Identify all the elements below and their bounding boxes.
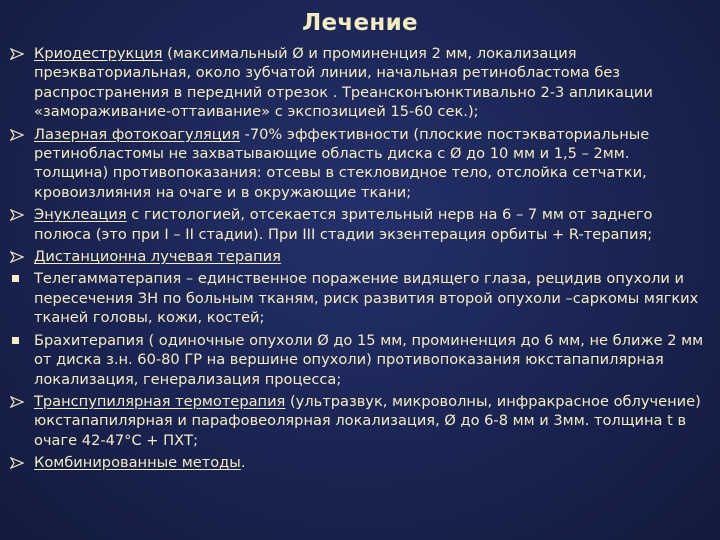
- list-item: [8, 331, 708, 389]
- treatment-term: Энуклеация: [34, 206, 127, 224]
- treatment-term: Транспупилярная термотерапия: [34, 392, 286, 410]
- list-item: [8, 269, 708, 327]
- treatment-term: Комбинированные методы: [34, 454, 241, 472]
- arrow-icon: [10, 396, 24, 408]
- arrow-icon: [10, 129, 24, 141]
- treatment-term: Лазерная фотокоагуляция: [34, 125, 240, 143]
- treatment-description: -70% эффективности (плоские постэкваториальные ретинобластомы не захватывающие область диска с Ø до 10 мм и 1,5 – 2мм. толщина) противопоказания: отсевы в стекловидное тело, отслойка сетчатки, кровоизлияния на очаге и в окружающие ткани;: [34, 125, 650, 201]
- treatment-description: .: [240, 454, 246, 472]
- treatment-description: (максимальный Ø и проминенция 2 мм, локализация преэкваториальная, около зубчатой линии, начальная ретинобластома без распространения в передний отрезок . Треансконъюнктивально 2-3 апликации «замораживание-оттаивание» с экспозицией 15-60 сек.);: [34, 45, 653, 121]
- treatment-description: Брахитерапия ( одиночные опухоли Ø до 15 мм, проминенция до 6 мм, не ближе 2 мм от диска з.н. 60-80 ГР на вершине опухоли) противопоказания юкстапапилярная локализация, генерализация процесса;: [34, 331, 704, 388]
- arrow-icon: [10, 251, 24, 263]
- arrow-icon: [10, 48, 24, 60]
- slide-title: Лечение: [302, 10, 418, 36]
- treatment-description: с гистологией, отсекается зрительный нерв на 6 – 7 мм от заднего полюса (это при I – II стадии). При III стадии экзентерация орбиты + R-терапия;: [34, 206, 653, 243]
- treatment-description: Телегамматерапия – единственное поражение видящего глаза, рецидив опухоли и пересечения ЗН по больным тканям, риск развития второй опухоли –саркомы мягких тканей головы, кожи, костей;: [34, 270, 699, 327]
- arrow-icon: [10, 209, 24, 221]
- treatment-description: (ультразвук, микроволны, инфракрасное облучение) юкстапапилярная и парафовеолярная локализация, Ø до 6-8 мм и 3мм. толщина t в очаге 42-47°С + ПХТ;: [34, 392, 701, 449]
- list-item: [8, 453, 708, 472]
- list-item: [8, 205, 708, 244]
- list-item: [8, 247, 708, 266]
- list-item: [8, 392, 708, 450]
- square-icon: [12, 275, 19, 282]
- treatment-list: [8, 44, 708, 476]
- list-item: [8, 44, 708, 122]
- arrow-icon: [10, 457, 24, 469]
- treatment-term: Криодеструкция: [34, 45, 163, 62]
- square-icon: [12, 337, 19, 344]
- list-item: [8, 125, 708, 203]
- treatment-term: Дистанционна лучевая терапия: [34, 248, 281, 266]
